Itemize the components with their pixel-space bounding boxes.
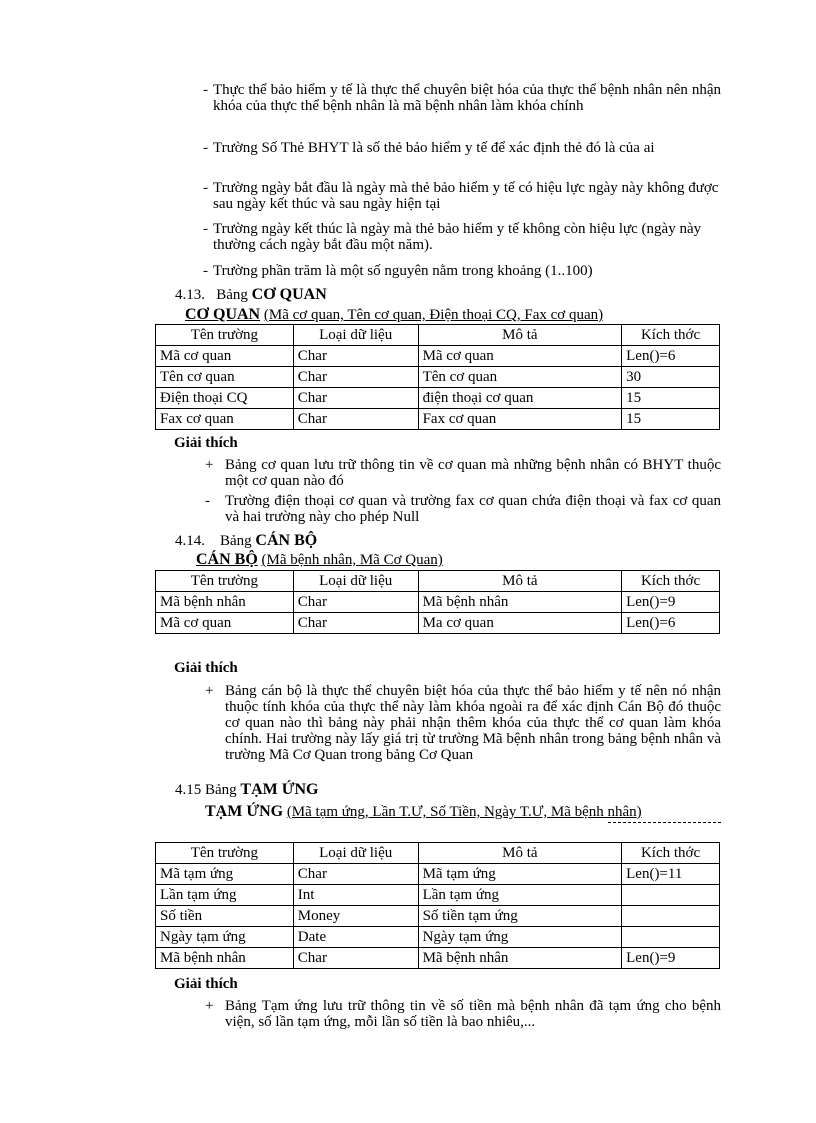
table-cell: Len()=11 — [622, 864, 720, 885]
table-cell: Char — [293, 388, 418, 409]
section-title: TẠM ỨNG — [240, 781, 319, 798]
table-cell — [622, 885, 720, 906]
note-text: Bảng cán bộ là thực thể chuyên biệt hóa của thực thể bảo hiểm y tế nên nó nhận thuộc tính khóa của thực thể này làm khóa ngoài ra để xác định Cán Bộ đó thuộc cơ quan nào thì bảng này phải nhận thêm khóa của thực thể cơ quan làm khóa chính. Hai trường này lấy giá trị từ trường Mã bệnh nhân trong bảng bệnh nhân và trường Mã Cơ Quan trong bảng Cơ Quan — [225, 683, 721, 763]
table-row — [156, 927, 720, 948]
table-row — [156, 409, 720, 430]
table-cell: Int — [293, 885, 418, 906]
section-heading — [175, 286, 327, 304]
table-cell: 15 — [622, 388, 720, 409]
table-cell: Mã cơ quan — [418, 346, 622, 367]
bullet-mark: - — [203, 82, 208, 98]
table-cell: 30 — [622, 367, 720, 388]
table-row — [156, 613, 720, 634]
table-cell: Money — [293, 906, 418, 927]
table-cell: Date — [293, 927, 418, 948]
table-cell: Char — [293, 367, 418, 388]
bullet-mark: - — [203, 263, 208, 279]
section-prefix: Bảng — [220, 533, 252, 549]
table-header-row — [156, 571, 720, 592]
note-item — [205, 457, 721, 489]
bullet-mark: - — [203, 180, 208, 196]
section-number: 4.15 — [175, 782, 202, 798]
table-cell — [622, 927, 720, 948]
table-cell: Fax cơ quan — [156, 409, 294, 430]
table-cell: Char — [293, 948, 418, 969]
note-item — [205, 998, 721, 1030]
table-cell: Mã bệnh nhân — [418, 948, 622, 969]
table-cell: Len()=6 — [622, 613, 720, 634]
col-header: Loại dữ liệu — [293, 325, 418, 346]
table-row — [156, 885, 720, 906]
schema-line — [205, 803, 642, 821]
table-row — [156, 388, 720, 409]
bullet-text: Trường Số Thẻ BHYT là số thẻ bảo hiểm y tế để xác định thẻ đó là của ai — [213, 140, 655, 156]
section-title: CÁN BỘ — [255, 532, 318, 549]
explain-label: Giải thích — [174, 435, 238, 451]
table-cell: Mã cơ quan — [156, 613, 294, 634]
table-cell: Char — [293, 864, 418, 885]
col-header: Mô tả — [418, 571, 622, 592]
table-cell: Mã tạm ứng — [418, 864, 622, 885]
table-cell: điện thoại cơ quan — [418, 388, 622, 409]
table-cell: Char — [293, 613, 418, 634]
schema-name: TẠM ỨNG — [205, 803, 284, 820]
bullet-text: Trường ngày kết thúc là ngày mà thẻ bảo hiểm y tế không còn hiệu lực (ngày này thường cách ngày bắt đầu một năm). — [213, 221, 702, 253]
schema-fields: (Mã cơ quan, Tên cơ quan, Điện thoại CQ, Fax cơ quan) — [263, 307, 604, 323]
col-header: Tên trường — [156, 843, 294, 864]
bullet-mark: - — [203, 221, 208, 237]
intro-bullet — [203, 263, 721, 279]
table-cell: Char — [293, 592, 418, 613]
table-cell: Tên cơ quan — [418, 367, 622, 388]
bullet-mark: - — [203, 140, 208, 156]
table-can-bo — [155, 570, 720, 634]
note-text: Trường điện thoại cơ quan và trường fax cơ quan chứa điện thoại và fax cơ quan và hai trường này cho phép Null — [225, 493, 721, 525]
table-cell: Len()=6 — [622, 346, 720, 367]
table-cell: Mã bệnh nhân — [156, 948, 294, 969]
table-cell: Lần tạm ứng — [418, 885, 622, 906]
col-header: Tên trường — [156, 325, 294, 346]
note-text: Bảng cơ quan lưu trữ thông tin về cơ quan mà những bệnh nhân có BHYT thuộc một cơ quan nào đó — [225, 457, 721, 489]
schema-name: CÁN BỘ — [196, 551, 258, 568]
table-row — [156, 948, 720, 969]
note-mark: + — [205, 683, 214, 699]
table-cell: 15 — [622, 409, 720, 430]
col-header: Kích thớc — [622, 325, 720, 346]
table-cell: Char — [293, 346, 418, 367]
bullet-text: Trường phần trăm là một số nguyên nằm trong khoảng (1..100) — [213, 263, 593, 279]
col-header: Loại dữ liệu — [293, 843, 418, 864]
table-cell: Len()=9 — [622, 592, 720, 613]
intro-bullet — [203, 180, 721, 212]
note-mark: + — [205, 457, 214, 473]
table-cell: Mã tạm ứng — [156, 864, 294, 885]
section-number: 4.13. — [175, 287, 205, 303]
dashed-underline — [608, 822, 721, 823]
schema-line — [185, 306, 603, 324]
table-tam-ung — [155, 842, 720, 969]
col-header: Mô tả — [418, 325, 622, 346]
intro-bullet — [203, 140, 721, 156]
table-cell: Lần tạm ứng — [156, 885, 294, 906]
schema-name: CƠ QUAN — [185, 306, 261, 323]
table-header-row — [156, 325, 720, 346]
col-header: Kích thớc — [622, 571, 720, 592]
note-item — [205, 493, 721, 525]
table-cell — [622, 906, 720, 927]
note-text: Bảng Tạm ứng lưu trữ thông tin về số tiền mà bệnh nhân đã tạm ứng cho bệnh viện, số lần tạm ứng, mỗi lần số tiền là bao nhiêu,... — [225, 998, 721, 1030]
section-heading — [175, 532, 317, 550]
section-heading — [175, 781, 318, 799]
table-cell: Số tiền — [156, 906, 294, 927]
schema-line — [196, 551, 443, 569]
col-header: Tên trường — [156, 571, 294, 592]
col-header: Kích thớc — [622, 843, 720, 864]
table-row — [156, 906, 720, 927]
intro-bullet — [203, 82, 721, 114]
table-cell: Fax cơ quan — [418, 409, 622, 430]
note-mark: + — [205, 998, 214, 1014]
table-row — [156, 346, 720, 367]
note-item — [205, 683, 721, 763]
table-cell: Ma cơ quan — [418, 613, 622, 634]
schema-fields: (Mã tạm ứng, Lần T.Ư, Số Tiền, Ngày T.Ư, Mã bệnh nhân) — [286, 804, 642, 820]
section-title: CƠ QUAN — [251, 286, 327, 303]
table-cell: Số tiền tạm ứng — [418, 906, 622, 927]
table-cell: Mã bệnh nhân — [418, 592, 622, 613]
intro-bullet — [203, 221, 721, 253]
table-cell: Char — [293, 409, 418, 430]
schema-fields: (Mã bệnh nhân, Mã Cơ Quan) — [261, 552, 443, 568]
bullet-text: Thực thể bảo hiểm y tế là thực thể chuyên biệt hóa của thực thể bệnh nhân nên nhận khóa của thực thể bệnh nhân là mã bệnh nhân làm khóa chính — [213, 82, 721, 114]
table-cell: Ngày tạm ứng — [418, 927, 622, 948]
col-header: Mô tả — [418, 843, 622, 864]
table-row — [156, 864, 720, 885]
table-cell: Mã bệnh nhân — [156, 592, 294, 613]
table-cell: Ngày tạm ứng — [156, 927, 294, 948]
table-cell: Len()=9 — [622, 948, 720, 969]
section-prefix: Bảng — [205, 782, 237, 798]
section-number: 4.14. — [175, 533, 205, 549]
explain-label: Giải thích — [174, 976, 238, 992]
col-header: Loại dữ liệu — [293, 571, 418, 592]
table-cell: Tên cơ quan — [156, 367, 294, 388]
table-row — [156, 592, 720, 613]
section-prefix: Bảng — [216, 287, 248, 303]
table-co-quan — [155, 324, 720, 430]
table-cell: Điện thoại CQ — [156, 388, 294, 409]
table-row — [156, 367, 720, 388]
note-mark: - — [205, 493, 210, 509]
table-cell: Mã cơ quan — [156, 346, 294, 367]
table-header-row — [156, 843, 720, 864]
bullet-text: Trường ngày bắt đầu là ngày mà thẻ bảo hiểm y tế có hiệu lực ngày này không được sau ngày kết thúc và sau ngày hiện tại — [213, 180, 719, 212]
explain-label: Giải thích — [174, 660, 238, 676]
